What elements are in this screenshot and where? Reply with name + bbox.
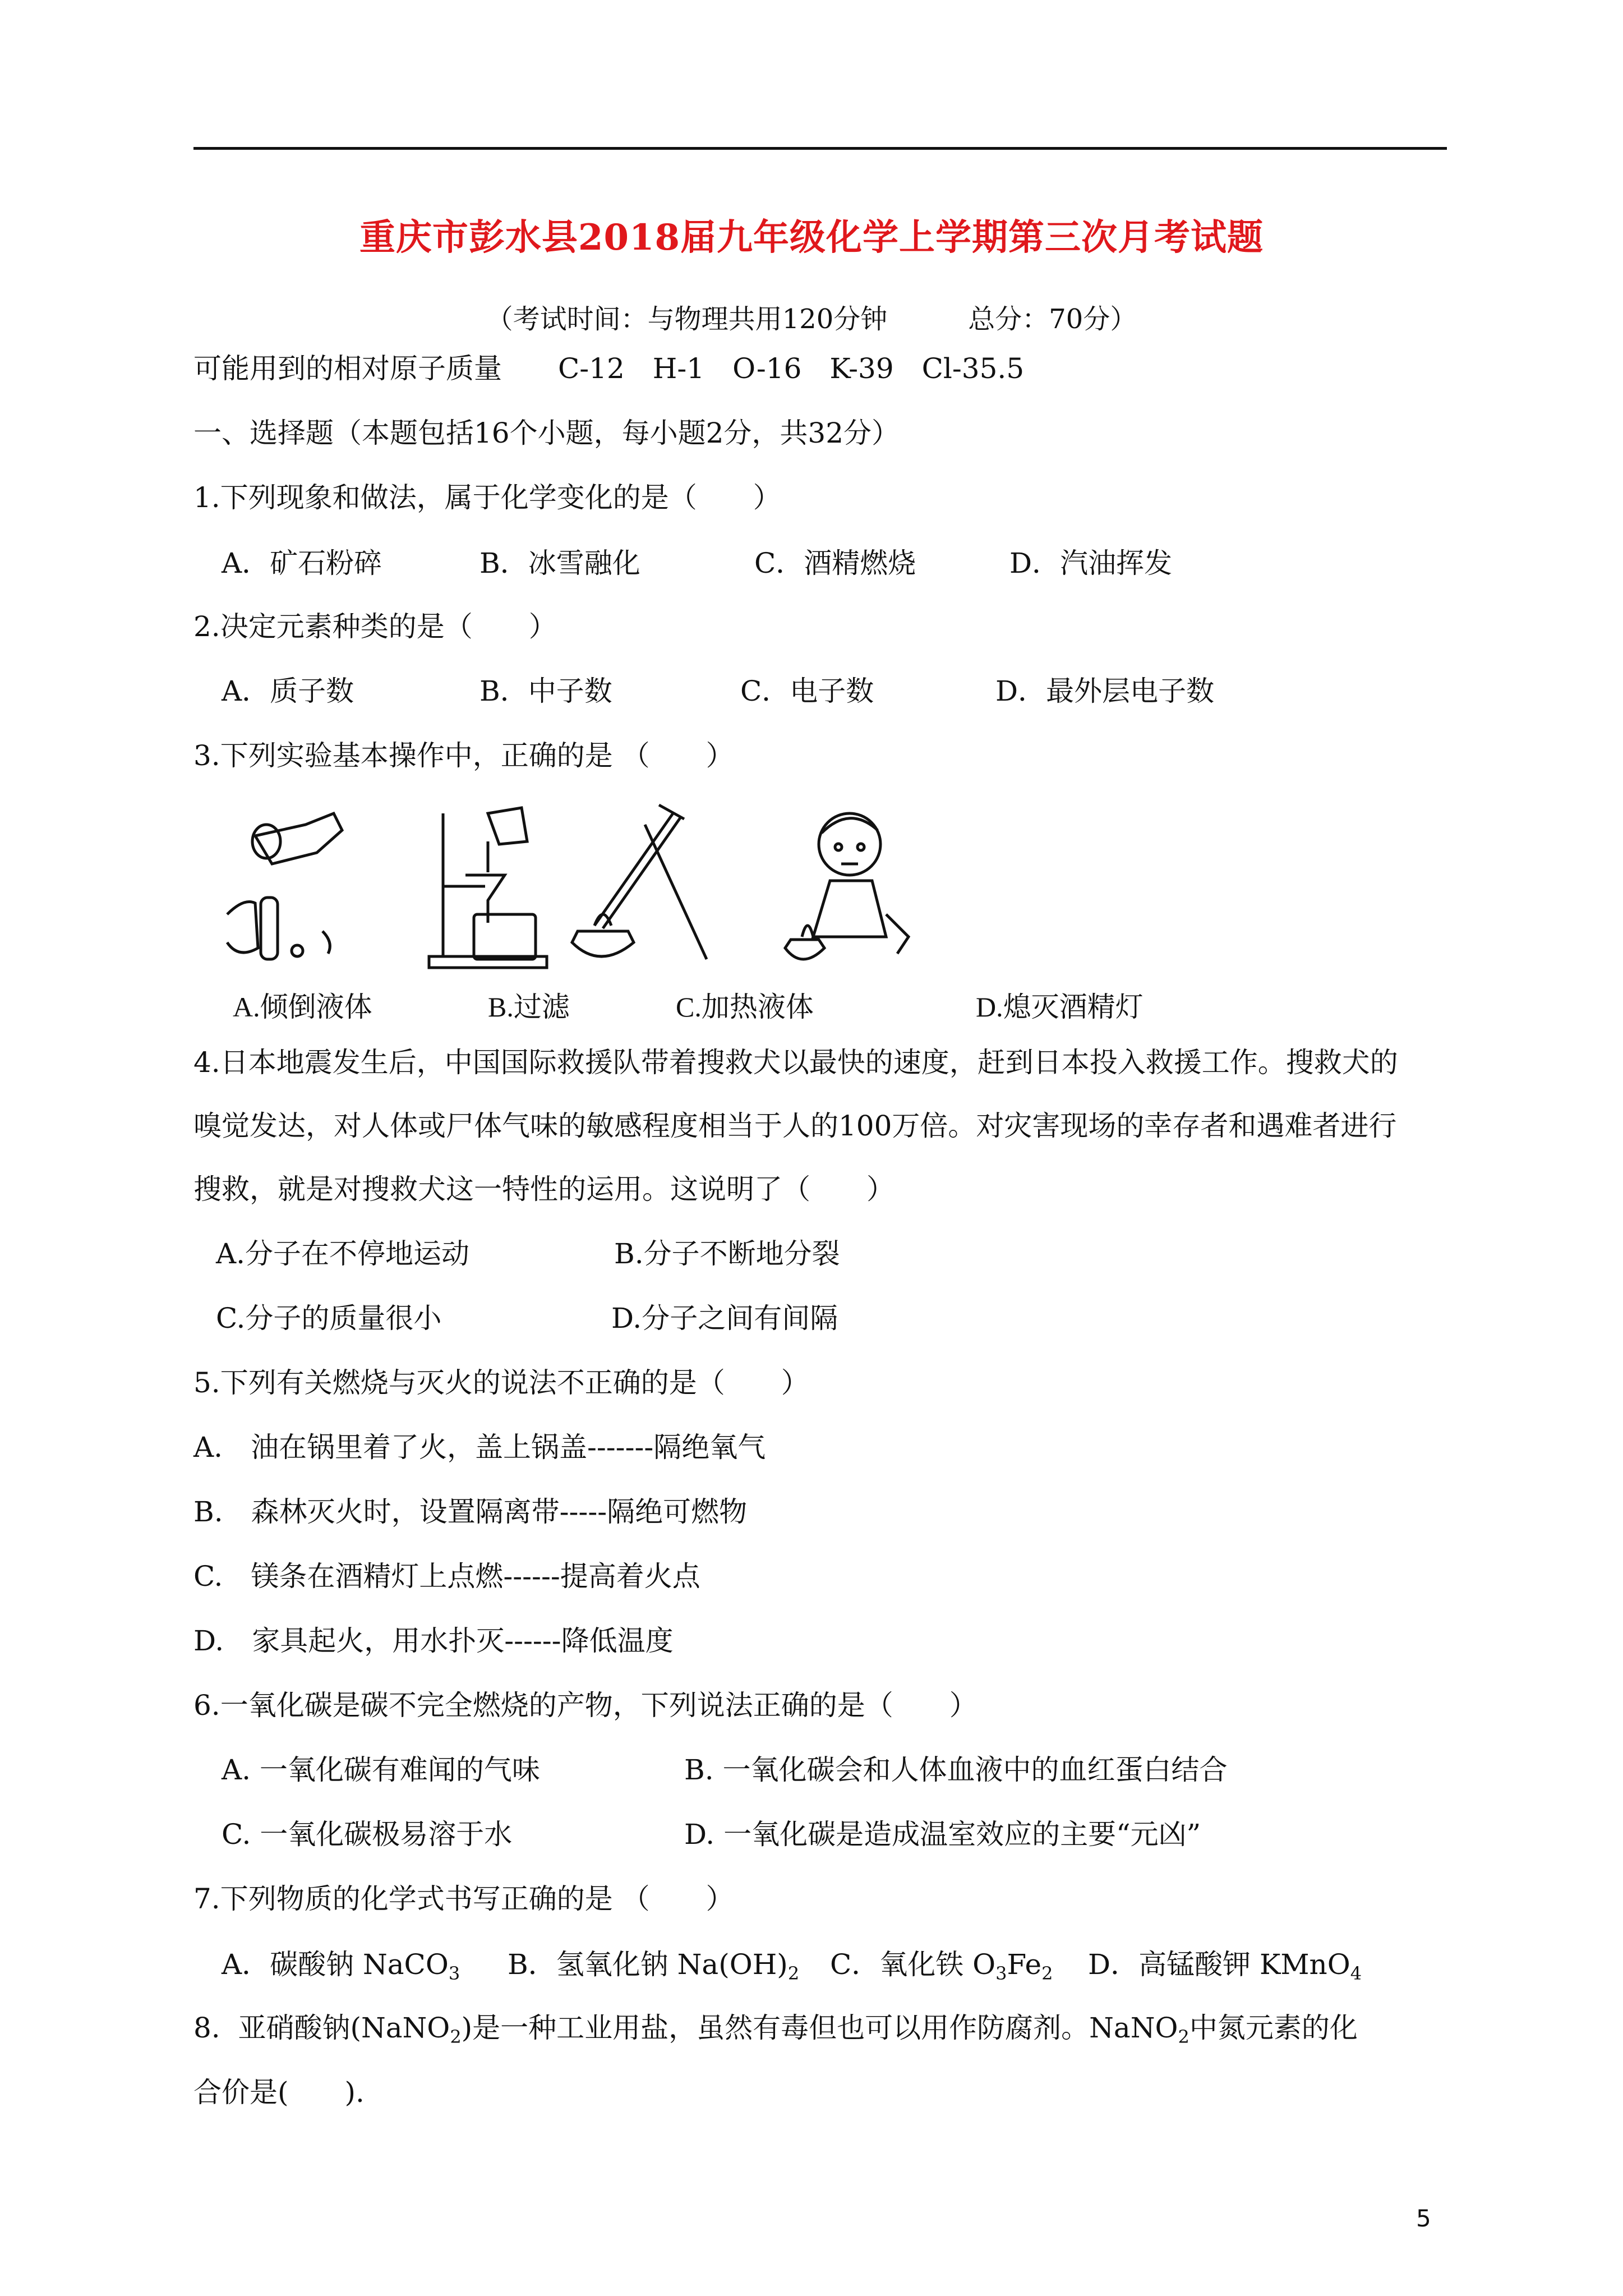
page-number: 5	[1416, 2205, 1431, 2232]
q3-caption-b: B.过滤	[488, 991, 570, 1023]
q7-stem: 7.下列物质的化学式书写正确的是 （ ）	[193, 1883, 734, 1915]
q6-option-b: B. 一氧化碳会和人体血液中的血红蛋白结合	[684, 1754, 1228, 1786]
q1-option-d: D．汽油挥发	[1009, 547, 1173, 579]
q5-option-b: B. 森林灭火时，设置隔离带-----隔绝可燃物	[193, 1496, 748, 1528]
q1-option-b: B．冰雪融化	[479, 547, 640, 579]
q4-option-d: D.分子之间有间隔	[611, 1302, 838, 1335]
q4-option-a: A.分子在不停地运动	[216, 1237, 470, 1270]
q4-line-1: 4.日本地震发生后，中国国际救援队带着搜救犬以最快的速度，赶到日本投入救援工作。搜救犬的	[193, 1046, 1398, 1079]
q3-caption-c: C.加热液体	[676, 991, 814, 1023]
q7-option-a: A．碳酸钠 NaCO$_3$	[222, 1948, 460, 1984]
q4-line-3: 搜救，就是对搜救犬这一特性的运用。这说明了（ ）	[193, 1173, 895, 1205]
q1-option-a: A．矿石粉碎	[222, 547, 382, 579]
exam-info: （考试时间：与物理共用120分钟 总分：70分）	[486, 303, 1137, 335]
extinguish-lamp-figure	[768, 802, 931, 976]
q5-option-d: D. 家具起火，用水扑灭------降低温度	[193, 1625, 674, 1657]
q7-option-b: B．氢氧化钠 $Na(OH)_2$	[508, 1948, 800, 1984]
q3-caption-a: A.倾倒液体	[233, 991, 372, 1023]
q4-option-b: B.分子不断地分裂	[614, 1237, 840, 1270]
q2-option-d: D．最外层电子数	[995, 675, 1215, 707]
q1-option-c: C．酒精燃烧	[754, 547, 916, 579]
q6-option-d: D. 一氧化碳是造成温室效应的主要“元凶”	[684, 1818, 1201, 1851]
q6-option-a: A. 一氧化碳有难闻的气味	[222, 1754, 540, 1786]
filtration-figure	[426, 802, 555, 970]
q2-option-b: B．中子数	[479, 675, 612, 707]
atomic-masses: 可能用到的相对原子质量 C-12 H-1 O-16 K-39 Cl-35.5	[193, 352, 1025, 385]
section-heading: 一、选择题（本题包括16个小题，每小题2分，共32分）	[193, 417, 900, 449]
q4-option-c: C.分子的质量很小	[216, 1302, 442, 1335]
q8-line-2: 合价是( ).	[193, 2076, 365, 2109]
page-title: 重庆市彭水县2018届九年级化学上学期第三次月考试题	[359, 217, 1264, 259]
q5-stem: 5.下列有关燃烧与灭火的说法不正确的是（ ）	[193, 1366, 809, 1399]
q2-stem: 2.决定元素种类的是（ ）	[193, 610, 557, 643]
q3-stem: 3.下列实验基本操作中，正确的是 （ ）	[193, 739, 734, 772]
q5-option-a: A. 油在锅里着了火，盖上锅盖-------隔绝氧气	[193, 1431, 766, 1464]
q2-option-a: A．质子数	[222, 675, 354, 707]
q6-stem: 6.一氧化碳是碳不完全燃烧的产物，下列说法正确的是（ ）	[193, 1689, 978, 1722]
q4-line-2: 嗅觉发达，对人体或尸体气味的敏感程度相当于人的100万倍。对灾害现场的幸存者和遇难者进行	[193, 1110, 1397, 1142]
header-rule	[193, 147, 1447, 150]
q8-line-1: 8. 亚硝酸钠(NaNO$_2$)是一种工业用盐，虽然有毒但也可以用作防腐剂。NaNO$_2$中氮元素的化	[193, 2012, 1358, 2047]
q1-stem: 1.下列现象和做法，属于化学变化的是（ ）	[193, 481, 781, 514]
q3-caption-d: D.熄灭酒精灯	[976, 991, 1144, 1023]
q7-option-c: C．氧化铁 $O_3Fe_2$	[830, 1948, 1053, 1984]
q2-option-c: C．电子数	[740, 675, 874, 707]
q7-option-d: D．高锰酸钾 KMnO$_4$	[1088, 1948, 1362, 1984]
q6-option-c: C. 一氧化碳极易溶于水	[222, 1818, 513, 1851]
pouring-liquid-figure	[222, 802, 362, 970]
q5-option-c: C. 镁条在酒精灯上点燃------提高着火点	[193, 1560, 700, 1593]
heating-liquid-figure	[561, 802, 718, 970]
